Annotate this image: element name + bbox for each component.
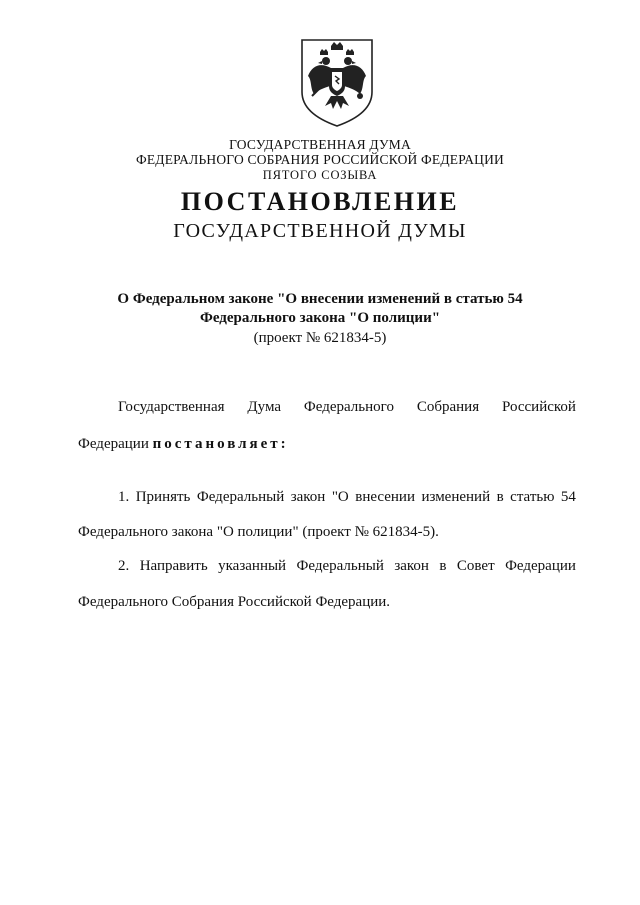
item-1-word: в [496,489,504,505]
item-1-word: внесении [355,489,415,505]
item-2-line-1 [118,556,576,576]
item-1-word: закон [290,489,326,505]
intro-word: Государственная [118,399,225,415]
item-1-word: 54 [560,489,576,505]
item-1-word: Федеральный [196,489,285,505]
item-2-word: закон [394,558,429,574]
item-1-line-2: Федерального закона "О полиции" (проект № 621834-5). [78,524,439,540]
subject-draft-number: (проект № 621834-5) [253,330,387,346]
intro-word: Дума [247,399,282,415]
intro-line-2 [78,434,575,454]
item-2-word: Федеральный [296,558,384,574]
resolution-verb: постановляет: [152,436,289,452]
intro-word: Федерального [303,399,394,415]
item-1-line-1 [118,487,576,507]
item-1-word: 1. [118,489,130,505]
item-2-word: Федерации [505,558,576,574]
item-2-word: в [439,558,447,574]
item-2-word: указанный [218,558,287,574]
item-2-word: Направить [139,558,208,574]
item-2-line-2: Федерального Собрания Российской Федерации. [78,594,391,610]
organization-line-1: ГОСУДАРСТВЕННАЯ ДУМА [229,137,411,152]
subject-line-2: Федерального закона "О полиции" [199,310,441,326]
item-2-word: Совет [456,558,495,574]
coat-of-arms-icon [298,36,376,128]
item-1-word: изменений [421,489,491,505]
item-1-word: статью [510,489,555,505]
subject-line-1: О Федеральном законе "О внесении изменений в статью 54 [117,291,523,307]
document-type-title: ПОСТАНОВЛЕНИЕ [180,187,460,216]
item-1-word: Принять [135,489,191,505]
item-1-word: "О [331,489,349,505]
intro-word: Российской [502,399,576,415]
convocation-line: ПЯТОГО СОЗЫВА [262,168,378,182]
organization-line-2: ФЕДЕРАЛЬНОГО СОБРАНИЯ РОССИЙСКОЙ ФЕДЕРАЦИИ [136,152,504,167]
item-2-word: 2. [118,558,130,574]
intro-word: Собрания [416,399,480,415]
document-issuer-title: ГОСУДАРСТВЕННОЙ ДУМЫ [173,220,467,242]
intro-line-1 [118,397,576,417]
intro-prefix: Федерации [78,436,149,452]
